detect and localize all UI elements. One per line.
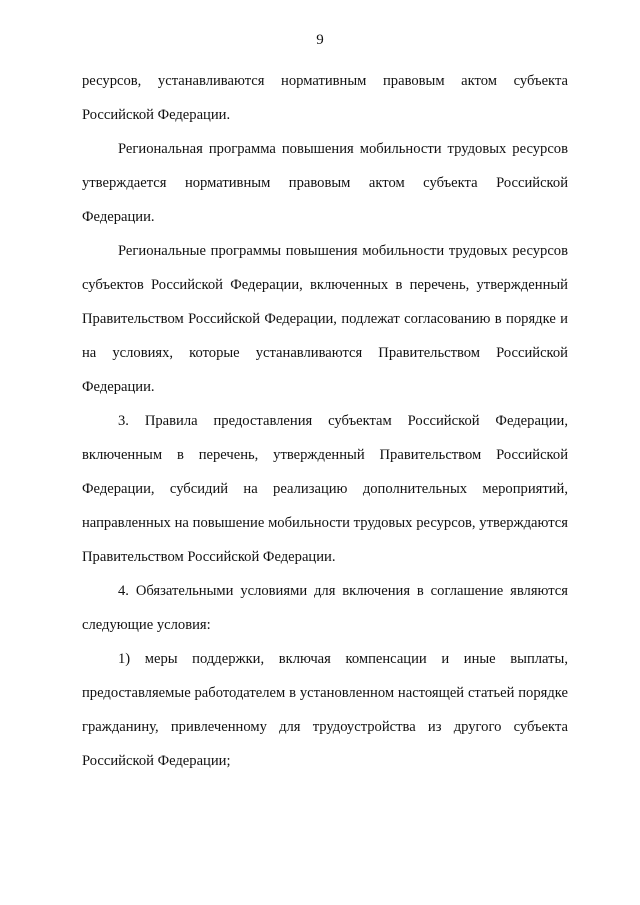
paragraph-item-1: 1) меры поддержки, включая компенсации и иные выплаты, предоставляемые работодателем в установленном настоящей статьей порядке гражданину, привлеченному для трудоустройства из другого субъекта Российской Федерации; [82, 651, 568, 769]
page-number: 9 [316, 32, 324, 48]
paragraph-clause-3: 3. Правила предоставления субъектам Российской Федерации, включенным в перечень, утвержденный Правительством Российской Федерации, субсидий на реализацию дополнительных мероприятий, направленных на повышение мобильности трудовых ресурсов, утверждаются Правительством Российской Федерации. [82, 413, 568, 565]
paragraph-clause-4: 4. Обязательными условиями для включения в соглашение являются следующие условия: [82, 583, 568, 633]
paragraph-regional-program-approval: Региональная программа повышения мобильности трудовых ресурсов утверждается нормативным правовым актом субъекта Российской Федерации. [82, 141, 568, 225]
paragraph-continuation: ресурсов, устанавливаются нормативным правовым актом субъекта Российской Федерации. [82, 73, 568, 123]
document-body [82, 64, 568, 778]
paragraph-regional-programs-coordination: Региональные программы повышения мобильности трудовых ресурсов субъектов Российской Федерации, включенных в перечень, утвержденный Правительством Российской Федерации, подлежат согласованию в порядке и на условиях, которые устанавливаются Правительством Российской Федерации. [82, 243, 568, 395]
